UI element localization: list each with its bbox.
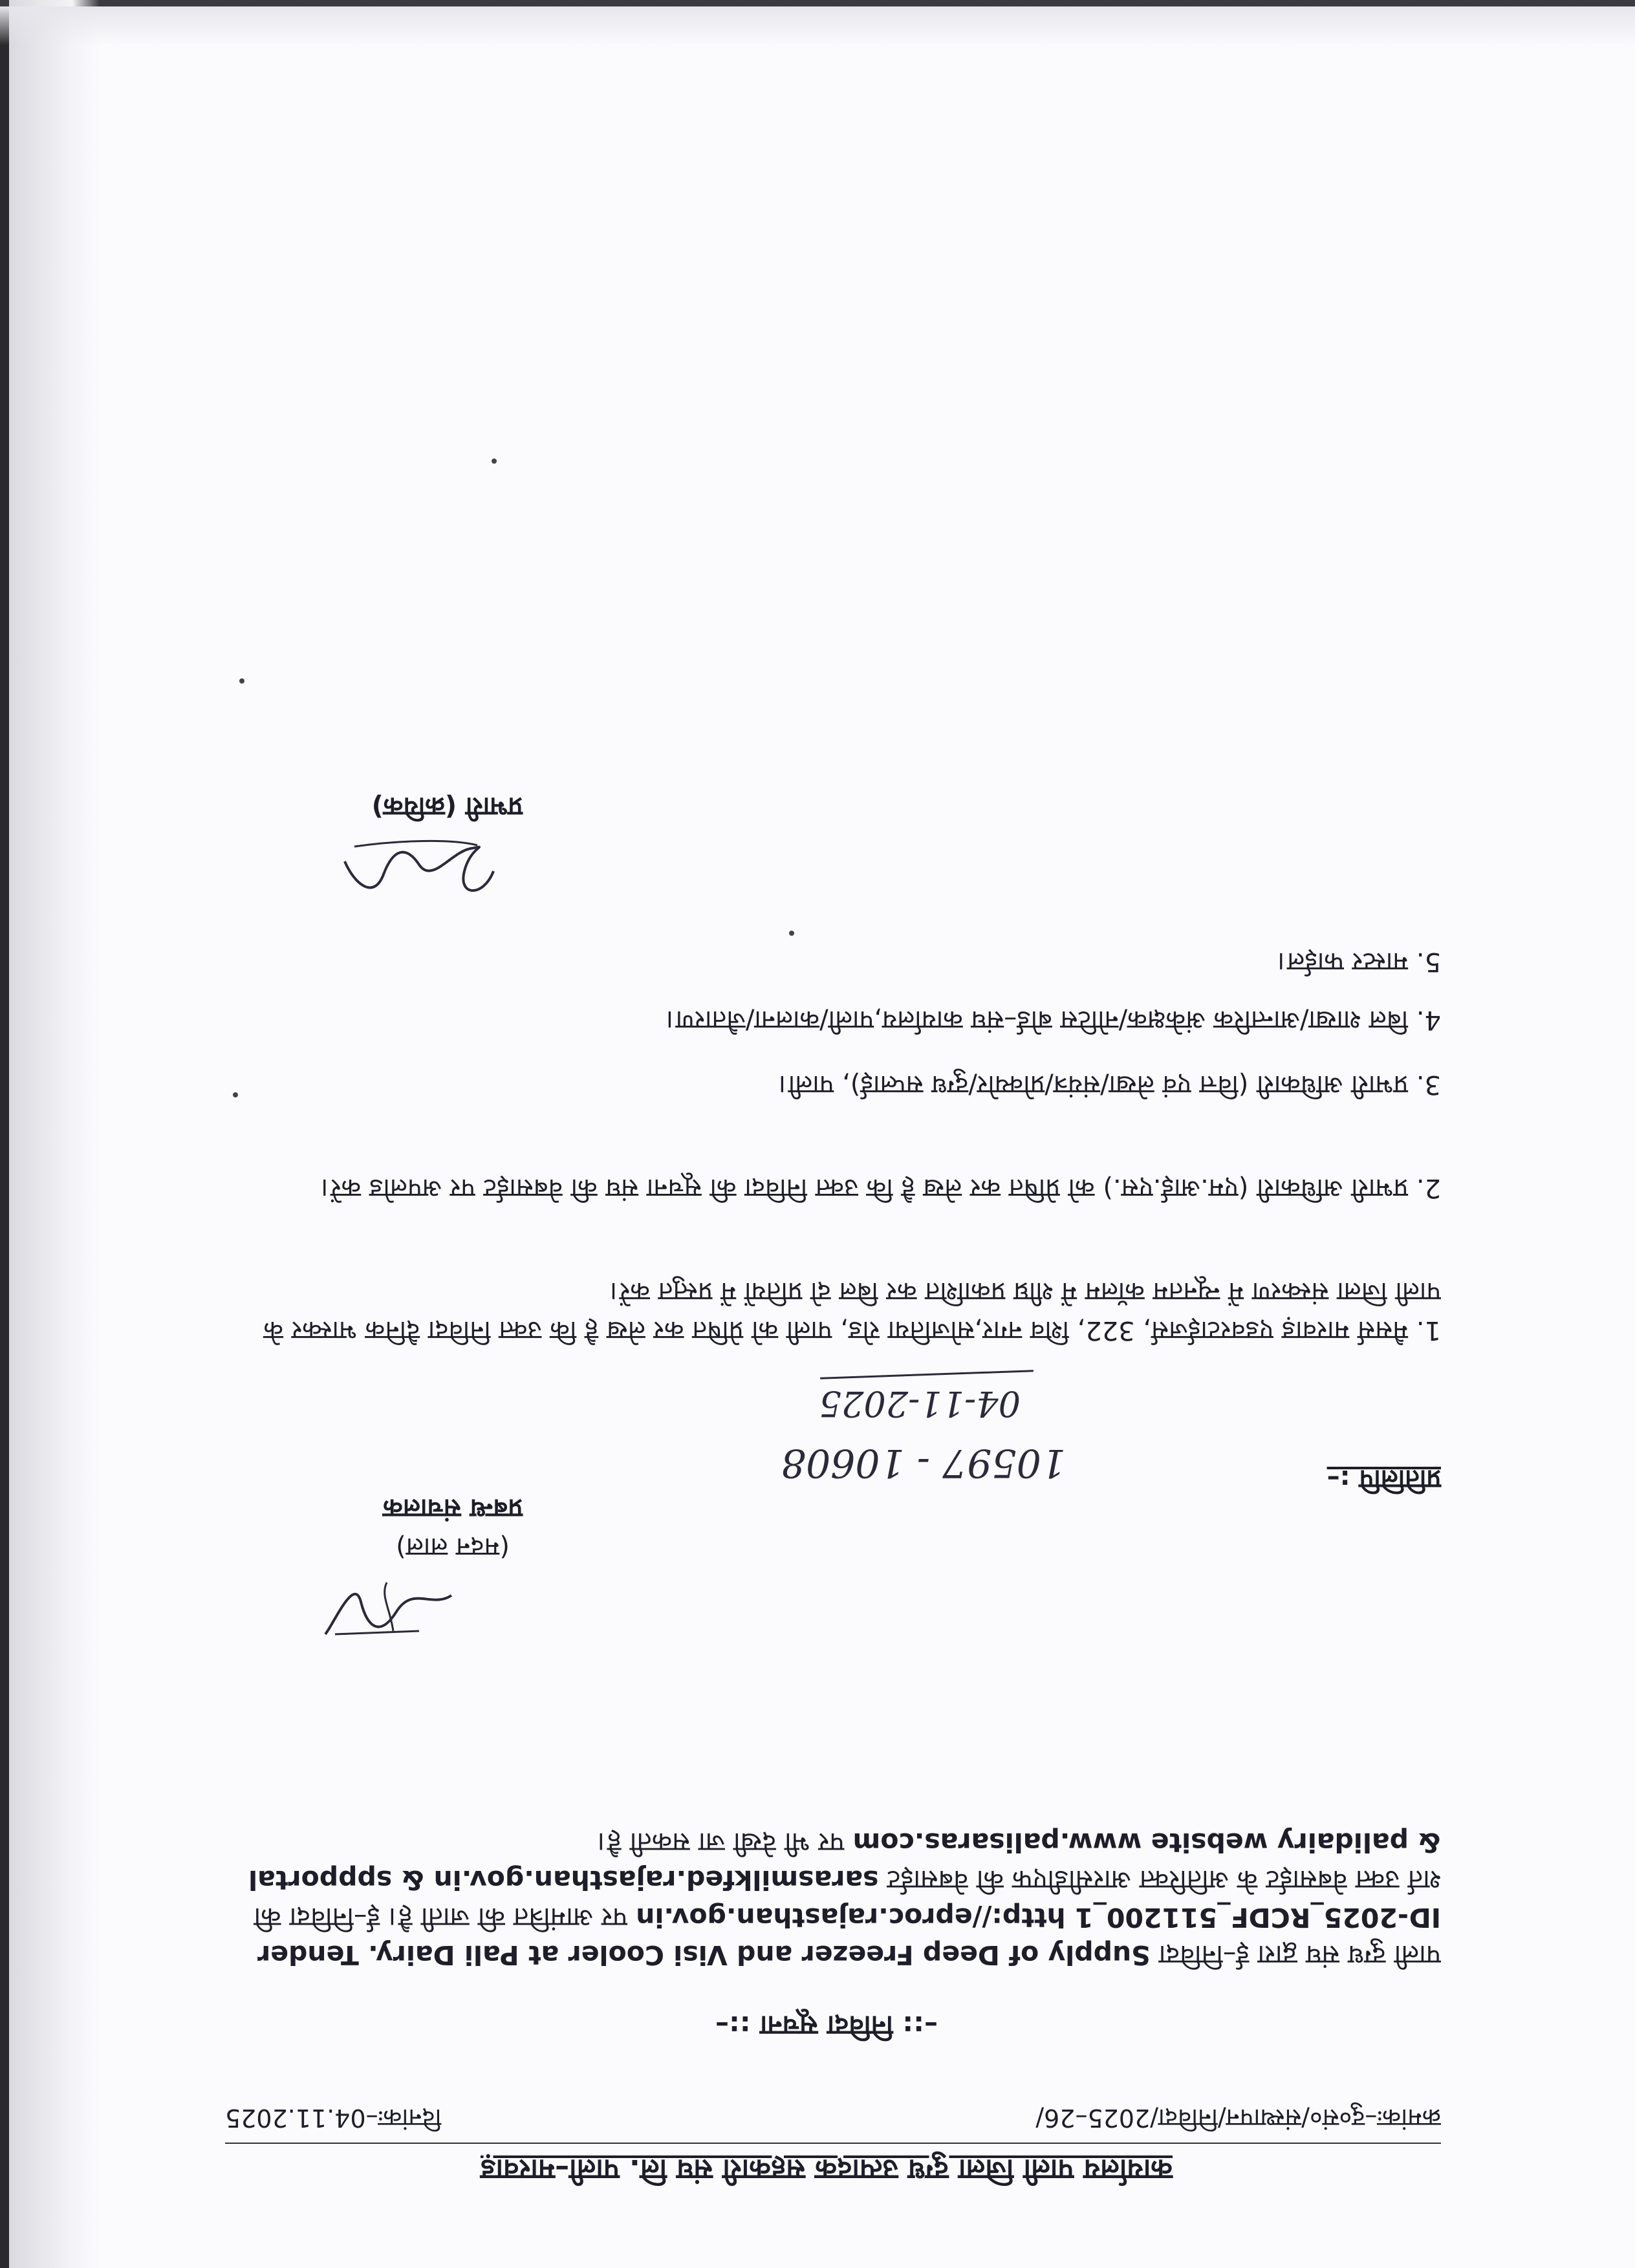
scan-speck — [789, 931, 794, 936]
copy-item-3: 3. प्रभारी अधिकारी (वित्त एवं लेखा/संयंत्र/प्रोक्योर/दुग्ध सप्लाई), पाली। — [778, 1070, 1441, 1099]
scan-speck — [239, 678, 244, 684]
copy-item-2: 2. प्रभारी अधिकारी (एम.आई.एस.) को प्रेषित कर लेख है कि उक्त निविदा की सूचना संघ की वेबसाईट पर अपलोड करें। — [321, 1173, 1441, 1203]
handwritten-dispatch-date: 04-11-2025 — [819, 1383, 1021, 1424]
signatory-name: (मदन लाल) — [396, 1532, 510, 1562]
copy-item-1: 1. मैसर्स मारवाड़ एडवरटाईजर्स, 322, शिव नगर,सोजतिया रोड, पाली को प्रेषित कर लेख है कि उक्त निविदा दैनिक भास्कर के पाली जिला संस्करण में न्यूनतम कॉलम में शीघ्र प्रकाशित कर बिल दो प्रतियों में प्रस्तुत करें। — [263, 1277, 1441, 1345]
header-rule — [225, 2143, 1441, 2144]
signatory-designation: प्रबन्ध संचालक — [383, 1493, 523, 1523]
in-charge-label: प्रभारी (क्रयिक) — [371, 792, 523, 821]
handwritten-underline — [820, 1370, 1034, 1379]
in-charge-signature — [335, 832, 503, 910]
notice-title: –:: निविदा सूचना ::– — [715, 2010, 938, 2042]
reference-number: क्रमांकः–दु०सं०/संस्थापन/निविदा/2025–26/ — [1035, 2104, 1441, 2132]
handwritten-dispatch-number: 10597 - 10608 — [781, 1440, 1066, 1485]
reference-date: दिनांकः–04.11.2025 — [225, 2104, 442, 2132]
copy-item-5: 5. मास्टर फाईल। — [1277, 947, 1441, 977]
body-intro: पाली दुग्ध संघ द्वारा ई–निविदा — [1150, 1939, 1441, 1971]
body-end: पर भी देखी जा सकती है। — [597, 1827, 853, 1858]
scan-speck — [233, 1092, 238, 1097]
managing-director-signature — [316, 1576, 458, 1647]
copy-to-heading: प्रतिलिपि :– — [1326, 1464, 1441, 1494]
body-tender-details: Supply of Deep Freezer and Visi Cooler at Pali Dairy. Tender ID-2025_RCDF_511200_1 http://eproc.rajasthan.gov.in — [257, 1902, 1441, 1971]
body-websites: sarasmilkfed.rajasthan.gov.in & sppportal & palidairy website www.palisaras.com — [248, 1827, 1441, 1895]
scan-speck — [492, 459, 497, 464]
notice-body — [225, 1824, 1441, 1974]
reference-line — [225, 2102, 1441, 2135]
body-middle: पर आमंत्रित की जाती है। ई–निविदा की शर्त उक्त वेबसाईट के अतिरिक्त आरसीडीएफ की वेबसाईट — [254, 1864, 1441, 1933]
office-title: कार्यालय पाली जिला दुग्ध उत्पादक सहकारी संघ लि. पाली–मारवाड़ — [481, 2153, 1173, 2186]
copy-item-4: 4. बिल शाखा/आन्तरिक अंकेक्षक/नोटिस बोर्ड–संघ कार्यालय,पाली/कालना/जैतारण। — [666, 1005, 1441, 1035]
